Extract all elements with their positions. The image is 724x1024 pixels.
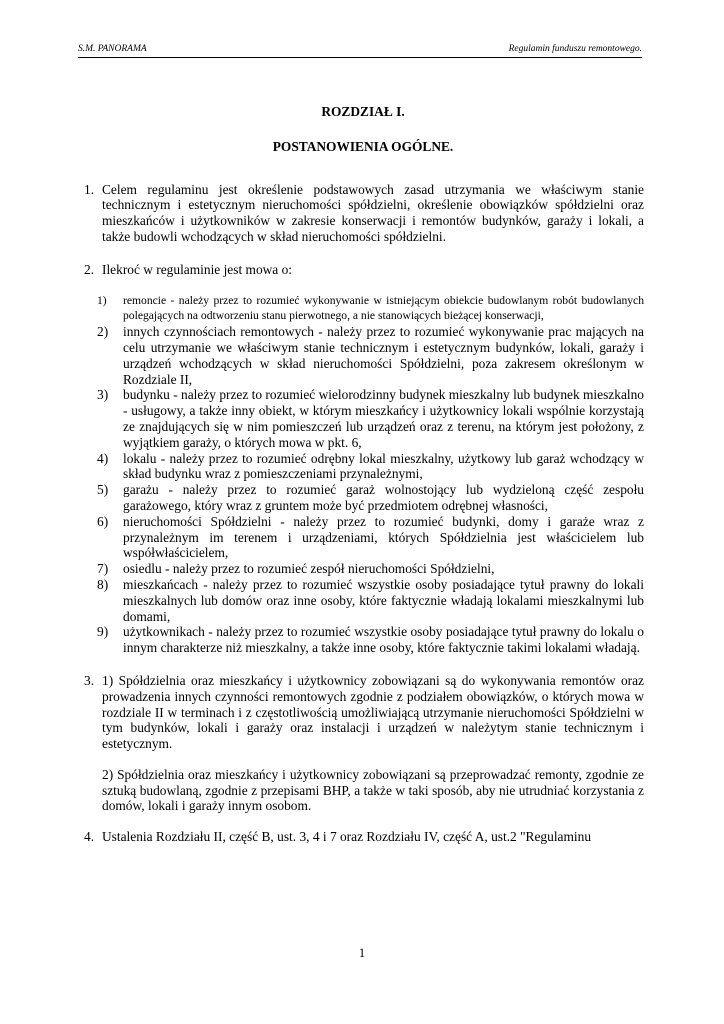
section-title: POSTANOWIENIA OGÓLNE. (272, 138, 454, 154)
definition-item (97, 293, 644, 325)
list-item-1 (84, 182, 644, 245)
list-item-4 (84, 829, 644, 845)
definition-item (97, 624, 644, 656)
definition-item (97, 324, 644, 387)
header-right: Regulamin funduszu remontowego. (508, 44, 642, 54)
definition-text: budynku - należy przez to rozumieć wielorodzinny budynek mieszkalny lub budynek mieszkalno - usługowy, a także inny obiekt, w którym mieszkańcy i użytkownicy lokali wspólnie korzystają ze znajdujących się w nim pomieszczeń lub urządzeń oraz z terenu, na którym jest położony, z wyjątkiem garaży, o których mowa w pkt. 6, (123, 387, 644, 450)
item-number: 3. (84, 672, 95, 688)
list-item-2 (84, 262, 644, 278)
definitions-list (97, 293, 644, 656)
definition-number: 7) (97, 561, 109, 577)
item-number: 4. (84, 829, 95, 845)
definition-text: innych czynnościach remontowych - należy przez to rozumieć wykonywanie prac mających na celu utrzymanie we właściwym stanie technicznym i estetycznym budynków, lokali, garaży i urządzeń wchodzących w skład nieruchomości Spółdzielni, poza zakresem określonym w Rozdziale II, (123, 324, 644, 387)
definition-number: 2) (97, 324, 109, 340)
definition-text: osiedlu - należy przez to rozumieć zespół nieruchomości Spółdzielni, (123, 561, 495, 577)
definition-item (97, 514, 644, 561)
definition-text: użytkownikach - należy przez to rozumieć wszystkie osoby posiadające tytuł prawny do lokalu o innym charakterze niż mieszkalny, a także inne osoby, które faktycznie takimi lokalami władają. (123, 624, 644, 656)
definition-item (97, 561, 644, 577)
definition-item (97, 451, 644, 483)
definition-text: mieszkańcach - należy przez to rozumieć wszystkie osoby posiadające tytuł prawny do lokali mieszkalnych lub domów oraz inne osoby, które faktycznie władają lokalami mieszkalnymi lub domami, (123, 576, 644, 624)
definition-item (97, 577, 644, 624)
definition-number: 8) (97, 576, 109, 592)
definition-number: 4) (97, 450, 109, 466)
definition-number: 9) (97, 624, 109, 640)
definition-text: lokalu - należy przez to rozumieć odrębny lokal mieszkalny, użytkowy lub garaż wchodzący w skład budynku wraz z pomieszczeniami przynależnymi, (123, 450, 644, 482)
document-body (84, 100, 644, 845)
definition-number: 1) (97, 293, 107, 307)
header-left: S.M. PANORAMA (78, 44, 147, 54)
item-text: Ilekroć w regulaminie jest mowa o: (102, 261, 293, 277)
definition-number: 3) (97, 387, 109, 403)
numbered-list (84, 182, 644, 845)
definition-number: 6) (97, 513, 109, 529)
definition-number: 5) (97, 482, 109, 498)
list-item-3 (84, 673, 644, 814)
item-number: 1. (84, 181, 95, 197)
chapter-heading: ROZDZIAŁ I. (321, 104, 405, 119)
item-number: 2. (84, 261, 95, 277)
item-text: Ustalenia Rozdziału II, część B, ust. 3, 4 i 7 oraz Rozdziału IV, część A, ust.2 "Regulaminu (102, 829, 592, 845)
item-text: Celem regulaminu jest określenie podstawowych zasad utrzymania we właściwym stanie technicznym i estetycznym nieruchomości spółdzielni, określenie obowiązków spółdzielni oraz mieszkańców i użytkowników w zakresie konserwacji i remontów budynków, garaży i lokali, a także budowli wchodzących w skład nieruchomości spółdzielni. (102, 181, 644, 244)
page-header (78, 43, 642, 55)
item-paragraph: 1) Spółdzielnia oraz mieszkańcy i użytkownicy zobowiązani są do wykonywania remontów oraz prowadzenia innych czynności remontowych zgodnie z podziałem obowiązków, o których mowa w rozdziale II w terminach i z częstotliwością umożliwiającą utrzymanie nieruchomości Spółdzielni w tym budynków, lokali i garaży oraz instalacji i urządzeń w należytym stanie technicznym i estetycznym. (102, 672, 644, 752)
definition-item (97, 387, 644, 450)
definition-text: nieruchomości Spółdzielni - należy przez to rozumieć budynki, domy i garaże wraz z przynależnym im terenem i urządzeniami, których Spółdzielnia jest właścicielem lub współwłaścicielem, (123, 513, 644, 561)
header-rule (78, 57, 642, 58)
item-body (102, 262, 644, 278)
definition-text: garażu - należy przez to rozumieć garaż wolnostojący lub wydzieloną część zespołu garażowego, który wraz z gruntem może być przedmiotem odrębnej własności, (123, 482, 644, 513)
page-number: 1 (358, 946, 366, 960)
definition-text: remoncie - należy przez to rozumieć wykonywanie w istniejącym obiekcie budowlanym robót budowlanych polegających na odtworzeniu stanu pierwotnego, a nie stanowiących bieżącej konserwacji, (123, 293, 644, 323)
item-paragraph: 2) Spółdzielnia oraz mieszkańcy i użytkownicy zobowiązani są przeprowadzać remonty, zgodnie ze sztuką budowlaną, zgodnie z przepisami BHP, a także w taki sposób, aby nie utrudniać korzystania z domów, lokali i garaży innym osobom. (102, 766, 644, 814)
item-body (102, 673, 644, 814)
definition-item (97, 482, 644, 514)
